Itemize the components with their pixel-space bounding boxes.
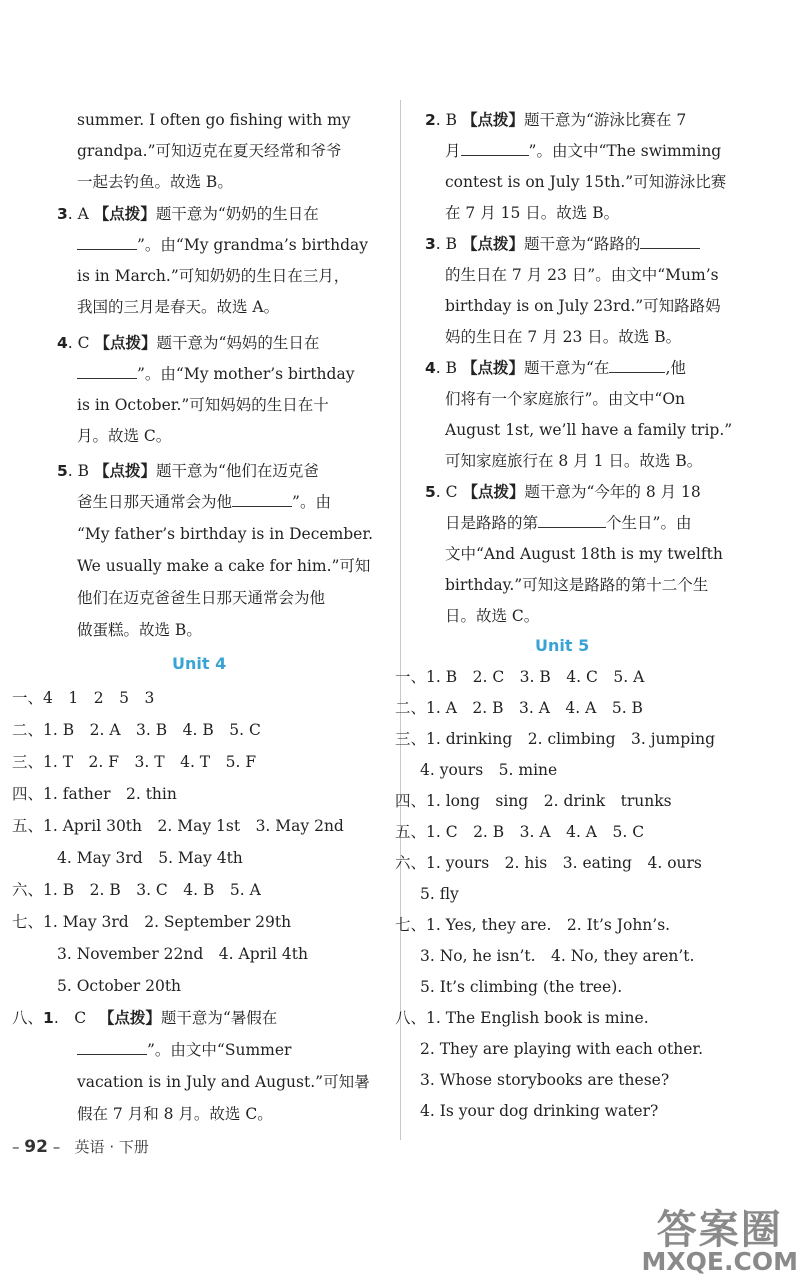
answer-line: 一、1. B 2. C 3. B 4. C 5. A [395,668,645,686]
answer-line: 四、1. long sing 2. drink trunks [395,792,672,810]
answer-line: 一、4 1 2 5 3 [12,689,155,707]
text-line: 一起去钓鱼。故选 B。 [77,173,233,191]
footer-dash: – [12,1138,20,1156]
text-line: 做蛋糕。故选 B。 [77,621,202,639]
text-line: ”。由“My grandma’s birthday [77,235,368,255]
unit-4-heading: Unit 4 [172,654,227,673]
unit-5-heading: Unit 5 [535,636,590,655]
text-line: We usually make a cake for him.”可知 [77,557,371,575]
text-line: is in October.”可知妈妈的生日在十 [77,396,329,414]
text-line: 文中“And August 18th is my twelfth [445,545,723,563]
watermark-text: 答案圈 [656,1207,783,1253]
answer-line: 3. Whose storybooks are these? [420,1071,670,1089]
column-divider [400,100,401,1140]
answer-item-8: 八、1. C 【点拨】题干意为“暑假在 [12,1009,278,1027]
text-line: ”。由“My mother’s birthday [77,364,354,384]
answer-line: 八、1. The English book is mine. [395,1009,649,1027]
text-line: 日。故选 C。 [445,607,540,625]
text-line: “My father’s birthday is in December. [77,525,373,543]
answer-item-3: 3. A 【点拨】题干意为“奶奶的生日在 [57,205,319,223]
answer-line: 二、1. B 2. A 3. B 4. B 5. C [12,721,261,739]
answer-item-5: 5. B 【点拨】题干意为“他们在迈克爸 [57,462,319,480]
page-number: 92 [24,1137,48,1157]
text-line: summer. I often go fishing with my [77,111,351,129]
footer-dash: – [52,1138,61,1156]
text-line: grandpa.”可知迈克在夏天经常和爷爷 [77,142,342,160]
subject-label: 英语 · 下册 [74,1138,149,1156]
answer-item-3: 3. B 【点拨】题干意为“路路的 [425,234,700,254]
text-line: 假在 7 月和 8 月。故选 C。 [77,1105,273,1123]
answer-line: 六、1. B 2. B 3. C 4. B 5. A [12,881,261,899]
text-line: 妈的生日在 7 月 23 日。故选 B。 [445,328,682,346]
answer-line: 5. It’s climbing (the tree). [420,978,623,996]
watermark-logo [642,1198,798,1276]
answer-line: 5. October 20th [57,977,182,995]
answer-line: 二、1. A 2. B 3. A 4. A 5. B [395,699,643,717]
answer-line: 4. yours 5. mine [420,761,558,779]
answer-line: 六、1. yours 2. his 3. eating 4. ours [395,854,702,872]
text-line: 日是路路的第 个生日”。由 [445,514,692,532]
answer-line: 三、1. T 2. F 3. T 4. T 5. F [12,753,257,771]
text-line: vacation is in July and August.”可知暑 [77,1073,370,1091]
answer-item-4: 4. B 【点拨】题干意为“在 ,他 [425,359,686,377]
text-line: 可知家庭旅行在 8 月 1 日。故选 B。 [445,452,703,470]
answer-line: 3. November 22nd 4. April 4th [57,945,308,963]
text-line: 爸生日那天通常会为他 ”。由 [77,493,331,511]
answer-line: 三、1. drinking 2. climbing 3. jumping [395,730,716,748]
text-line: ”。由文中“Summer [77,1040,291,1060]
answer-item-5: 5. C 【点拨】题干意为“今年的 8 月 18 [425,483,701,501]
answer-line: 四、1. father 2. thin [12,785,177,803]
text-line: 月 ”。由文中“The swimming [445,142,722,160]
answer-line: 4. Is your dog drinking water? [420,1102,659,1120]
text-line: birthday is on July 23rd.”可知路路妈 [445,297,721,315]
text-line: 的生日在 7 月 23 日”。由文中“Mum’s [445,266,719,284]
answer-line: 4. May 3rd 5. May 4th [57,849,243,867]
answer-line: 七、1. May 3rd 2. September 29th [12,913,292,931]
text-line: birthday.”可知这是路路的第十二个生 [445,576,709,594]
text-line: 月。故选 C。 [77,427,172,445]
answer-line: 五、1. April 30th 2. May 1st 3. May 2nd [12,817,344,835]
answer-line: 2. They are playing with each other. [420,1040,704,1058]
answer-line: 5. fly [420,885,459,903]
text-line: 我国的三月是春天。故选 A。 [77,298,280,316]
answer-line: 3. No, he isn’t. 4. No, they aren’t. [420,947,695,965]
text-line: August 1st, we’ll have a family trip.” [445,421,733,439]
answer-item-4: 4. C 【点拨】题干意为“妈妈的生日在 [57,334,320,352]
text-line: 们将有一个家庭旅行”。由文中“On [445,390,686,408]
watermark-url: MXQE.COM [641,1247,798,1276]
answer-line: 五、1. C 2. B 3. A 4. A 5. C [395,823,645,841]
page-footer [12,1136,149,1157]
text-line: is in March.”可知奶奶的生日在三月， [77,267,350,285]
text-line: 在 7 月 15 日。故选 B。 [445,204,620,222]
answer-line: 七、1. Yes, they are. 2. It’s John’s. [395,916,671,934]
text-line: contest is on July 15th.”可知游泳比赛 [445,173,727,191]
answer-item-2: 2. B 【点拨】题干意为“游泳比赛在 7 [425,111,687,129]
text-line: 他们在迈克爸爸生日那天通常会为他 [77,589,326,607]
